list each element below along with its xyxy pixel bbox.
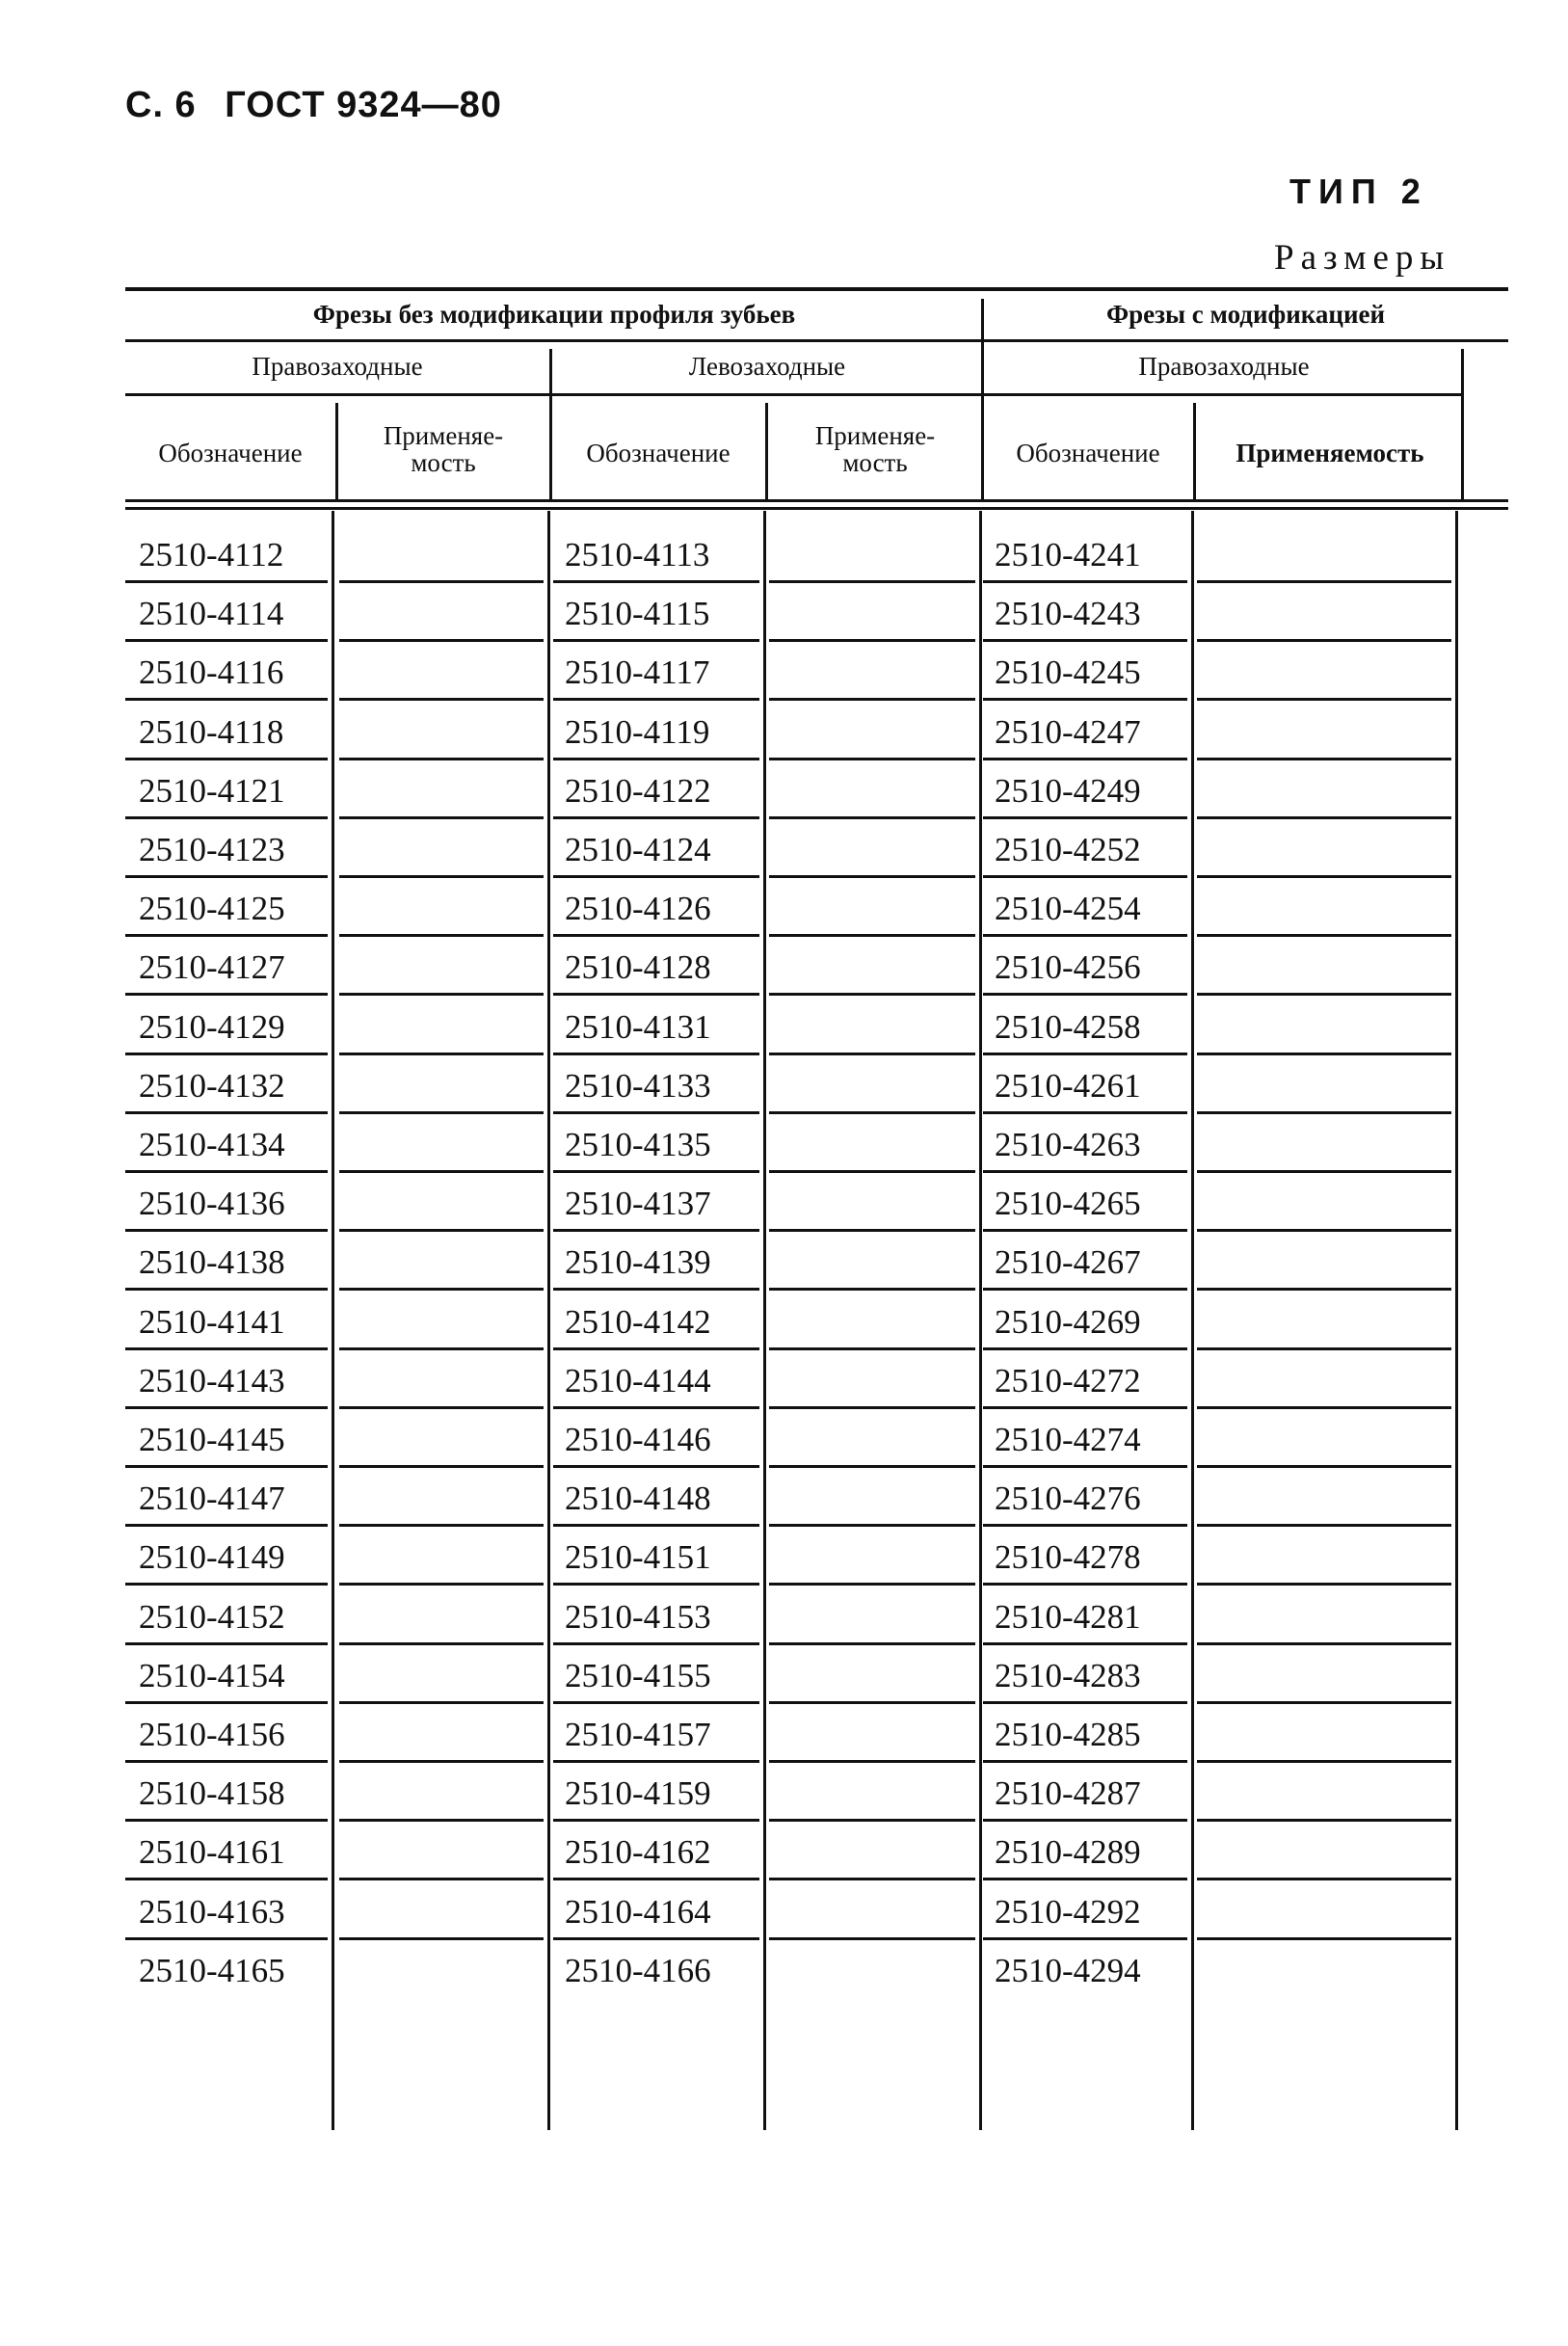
designation-cell: 2510-4265 (995, 1185, 1141, 1222)
row-rule (769, 1406, 975, 1409)
row-rule (983, 698, 1187, 701)
designation-cell: 2510-4143 (139, 1362, 285, 1400)
designation-cell: 2510-4139 (565, 1243, 711, 1281)
vrule-body-3 (763, 511, 766, 2130)
row-rule (1197, 993, 1451, 996)
row-rule (553, 1229, 759, 1232)
row-rule (983, 1937, 1187, 1940)
designation-cell: 2510-4252 (995, 831, 1141, 868)
row-rule (339, 1701, 544, 1704)
row-rule (769, 1465, 975, 1468)
designation-cell: 2510-4243 (995, 595, 1141, 632)
designation-cell: 2510-4145 (139, 1421, 285, 1458)
designation-cell: 2510-4121 (139, 772, 285, 810)
type-label: ТИП 2 (1289, 172, 1428, 211)
row-rule (339, 1937, 544, 1940)
row-rule (125, 875, 328, 878)
row-rule (1197, 1583, 1451, 1586)
designation-cell: 2510-4165 (139, 1952, 285, 1989)
row-rule (769, 934, 975, 937)
designation-cell: 2510-4164 (565, 1893, 711, 1931)
row-rule (983, 1524, 1187, 1527)
row-rule (125, 1642, 328, 1645)
row-rule (983, 875, 1187, 878)
designation-cell: 2510-4154 (139, 1657, 285, 1694)
designation-cell: 2510-4123 (139, 831, 285, 868)
row-rule (339, 816, 544, 819)
designation-cell: 2510-4134 (139, 1126, 285, 1163)
row-rule (553, 1170, 759, 1173)
vrule-subgroup-divider (549, 349, 552, 501)
designation-cell: 2510-4289 (995, 1833, 1141, 1871)
row-rule (125, 1937, 328, 1940)
vrule-body-4 (979, 511, 982, 2130)
row-rule (339, 698, 544, 701)
designation-cell: 2510-4148 (565, 1480, 711, 1517)
designation-cell: 2510-4135 (565, 1126, 711, 1163)
row-rule (1197, 1878, 1451, 1880)
row-rule (983, 1819, 1187, 1822)
row-rule (553, 1937, 759, 1940)
designation-cell: 2510-4155 (565, 1657, 711, 1694)
row-rule (983, 1701, 1187, 1704)
subheader-left-hand: Левозаходные (688, 352, 846, 381)
row-rule (1197, 1642, 1451, 1645)
row-rule (125, 639, 328, 642)
row-rule (125, 1583, 328, 1586)
row-rule (125, 1878, 328, 1880)
row-rule (125, 816, 328, 819)
col-header-designation-3: Обозначение (1016, 439, 1160, 467)
designation-cell: 2510-4159 (565, 1774, 711, 1812)
designation-cell: 2510-4131 (565, 1008, 711, 1046)
vrule-col1-header (335, 403, 338, 501)
row-rule (553, 1465, 759, 1468)
row-rule (1197, 1465, 1451, 1468)
designation-cell: 2510-4146 (565, 1421, 711, 1458)
designation-cell: 2510-4147 (139, 1480, 285, 1517)
row-rule (553, 758, 759, 760)
row-rule (553, 1406, 759, 1409)
designation-cell: 2510-4156 (139, 1716, 285, 1753)
row-rule (553, 1111, 759, 1114)
row-rule (339, 1111, 544, 1114)
row-rule (339, 1878, 544, 1880)
row-rule (125, 1406, 328, 1409)
row-rule (769, 1347, 975, 1350)
row-rule (983, 1406, 1187, 1409)
row-rule (339, 1229, 544, 1232)
row-rule (769, 1642, 975, 1645)
row-rule (1197, 1937, 1451, 1940)
row-rule (769, 1524, 975, 1527)
row-rule (553, 993, 759, 996)
row-rule (553, 816, 759, 819)
designation-cell: 2510-4122 (565, 772, 711, 810)
row-rule (1197, 580, 1451, 583)
designation-cell: 2510-4149 (139, 1538, 285, 1576)
row-rule (339, 1406, 544, 1409)
vrule-body-2 (547, 511, 550, 2130)
row-rule (1197, 934, 1451, 937)
row-rule (125, 1760, 328, 1763)
row-rule (553, 1288, 759, 1291)
designation-cell: 2510-4144 (565, 1362, 711, 1400)
row-rule (983, 1760, 1187, 1763)
row-rule (983, 580, 1187, 583)
row-rule (983, 1583, 1187, 1586)
row-rule (339, 580, 544, 583)
row-rule (769, 1583, 975, 1586)
designation-cell: 2510-4256 (995, 948, 1141, 986)
row-rule (339, 1465, 544, 1468)
designation-cell: 2510-4127 (139, 948, 285, 986)
row-rule (769, 1229, 975, 1232)
vrule-right-edge-header (1461, 349, 1464, 501)
row-rule (983, 1288, 1187, 1291)
designation-cell: 2510-4263 (995, 1126, 1141, 1163)
row-rule (983, 1170, 1187, 1173)
row-rule (983, 1053, 1187, 1055)
designation-cell: 2510-4247 (995, 713, 1141, 751)
row-rule (125, 1701, 328, 1704)
designation-cell: 2510-4254 (995, 890, 1141, 927)
row-rule (1197, 1288, 1451, 1291)
row-rule (1197, 1819, 1451, 1822)
standard-code: ГОСТ 9324—80 (225, 85, 502, 125)
row-rule (769, 816, 975, 819)
row-rule (339, 1288, 544, 1291)
row-rule (983, 639, 1187, 642)
row-rule (983, 993, 1187, 996)
designation-cell: 2510-4163 (139, 1893, 285, 1931)
row-rule (983, 758, 1187, 760)
row-rule (769, 1701, 975, 1704)
row-rule (125, 993, 328, 996)
designation-cell: 2510-4158 (139, 1774, 285, 1812)
row-rule (553, 1053, 759, 1055)
designation-cell: 2510-4124 (565, 831, 711, 868)
designation-cell: 2510-4132 (139, 1067, 285, 1105)
designation-cell: 2510-4269 (995, 1303, 1141, 1341)
row-rule (125, 1229, 328, 1232)
designation-cell: 2510-4267 (995, 1243, 1141, 1281)
header-group-rule (125, 339, 1508, 342)
header-bottom-rule (125, 499, 1508, 502)
row-rule (769, 580, 975, 583)
designation-cell: 2510-4285 (995, 1716, 1141, 1753)
row-rule (1197, 1760, 1451, 1763)
designation-cell: 2510-4166 (565, 1952, 711, 1989)
designation-cell: 2510-4245 (995, 653, 1141, 691)
row-rule (1197, 816, 1451, 819)
col-header-designation-2: Обозначение (586, 439, 731, 467)
row-rule (769, 1819, 975, 1822)
designation-cell: 2510-4152 (139, 1598, 285, 1636)
row-rule (769, 1053, 975, 1055)
row-rule (125, 580, 328, 583)
row-rule (125, 1465, 328, 1468)
designation-cell: 2510-4141 (139, 1303, 285, 1341)
row-rule (1197, 1229, 1451, 1232)
designation-cell: 2510-4115 (565, 595, 710, 632)
row-rule (769, 639, 975, 642)
row-rule (769, 1170, 975, 1173)
row-rule (983, 1642, 1187, 1645)
subheader-right-hand-modified: Правозаходные (1138, 352, 1310, 381)
designation-cell: 2510-4294 (995, 1952, 1141, 1989)
row-rule (983, 1878, 1187, 1880)
designation-cell: 2510-4126 (565, 890, 711, 927)
row-rule (1197, 1701, 1451, 1704)
vrule-group-divider (981, 299, 984, 501)
row-rule (125, 1053, 328, 1055)
designation-cell: 2510-4129 (139, 1008, 285, 1046)
designation-cell: 2510-4136 (139, 1185, 285, 1222)
row-rule (553, 1878, 759, 1880)
designation-cell: 2510-4137 (565, 1185, 711, 1222)
designation-cell: 2510-4128 (565, 948, 711, 986)
row-rule (1197, 1053, 1451, 1055)
row-rule (553, 1583, 759, 1586)
designation-cell: 2510-4117 (565, 653, 710, 691)
row-rule (339, 639, 544, 642)
designation-cell: 2510-4261 (995, 1067, 1141, 1105)
row-rule (983, 1465, 1187, 1468)
designation-cell: 2510-4125 (139, 890, 285, 927)
row-rule (125, 1347, 328, 1350)
row-rule (339, 1053, 544, 1055)
designation-cell: 2510-4153 (565, 1598, 711, 1636)
row-rule (769, 1878, 975, 1880)
row-rule (1197, 1524, 1451, 1527)
row-rule (339, 758, 544, 760)
row-rule (553, 1524, 759, 1527)
row-rule (553, 580, 759, 583)
row-rule (553, 875, 759, 878)
row-rule (1197, 698, 1451, 701)
row-rule (769, 698, 975, 701)
row-rule (983, 934, 1187, 937)
row-rule (553, 698, 759, 701)
row-rule (769, 1760, 975, 1763)
row-rule (125, 758, 328, 760)
designation-cell: 2510-4142 (565, 1303, 711, 1341)
row-rule (769, 1288, 975, 1291)
vrule-body-1 (332, 511, 334, 2130)
col-header-designation-1: Обозначение (158, 439, 303, 467)
row-rule (125, 934, 328, 937)
designation-cell: 2510-4157 (565, 1716, 711, 1753)
col-header-applicability-2: Применяе- мость (814, 421, 936, 477)
row-rule (553, 934, 759, 937)
designation-cell: 2510-4276 (995, 1480, 1141, 1517)
designation-cell: 2510-4119 (565, 713, 710, 751)
designation-cell: 2510-4112 (139, 536, 284, 573)
row-rule (769, 1937, 975, 1940)
row-rule (1197, 1347, 1451, 1350)
designation-cell: 2510-4292 (995, 1893, 1141, 1931)
row-rule (125, 1111, 328, 1114)
designation-cell: 2510-4281 (995, 1598, 1141, 1636)
row-rule (125, 1170, 328, 1173)
row-rule (339, 934, 544, 937)
vrule-body-6 (1455, 511, 1458, 2130)
designation-cell: 2510-4162 (565, 1833, 711, 1871)
designation-cell: 2510-4133 (565, 1067, 711, 1105)
designation-cell: 2510-4274 (995, 1421, 1141, 1458)
row-rule (125, 1819, 328, 1822)
row-rule (339, 1170, 544, 1173)
row-rule (769, 1111, 975, 1114)
row-rule (983, 1347, 1187, 1350)
row-rule (553, 1760, 759, 1763)
row-rule (1197, 1170, 1451, 1173)
row-rule (553, 1347, 759, 1350)
row-rule (125, 1524, 328, 1527)
row-rule (339, 875, 544, 878)
row-rule (125, 1288, 328, 1291)
header-sub-rule (125, 393, 1463, 396)
page-number: С. 6 (125, 85, 197, 125)
row-rule (1197, 1111, 1451, 1114)
row-rule (339, 1642, 544, 1645)
row-rule (339, 993, 544, 996)
row-rule (125, 698, 328, 701)
col-header-applicability-3: Применяемость (1236, 439, 1424, 467)
designation-cell: 2510-4272 (995, 1362, 1141, 1400)
group-header-modified: Фрезы с модификацией (1105, 300, 1386, 329)
row-rule (553, 1819, 759, 1822)
designation-cell: 2510-4278 (995, 1538, 1141, 1576)
row-rule (553, 1642, 759, 1645)
designation-cell: 2510-4283 (995, 1657, 1141, 1694)
row-rule (339, 1760, 544, 1763)
subheader-right-hand: Правозаходные (252, 352, 423, 381)
row-rule (769, 875, 975, 878)
row-rule (983, 1229, 1187, 1232)
designation-cell: 2510-4118 (139, 713, 284, 751)
col-header-applicability-1: Применяе- мость (383, 421, 504, 477)
row-rule (339, 1819, 544, 1822)
designation-cell: 2510-4116 (139, 653, 284, 691)
row-rule (1197, 1406, 1451, 1409)
dimensions-label: Размеры (1274, 238, 1451, 278)
designation-cell: 2510-4151 (565, 1538, 711, 1576)
row-rule (769, 758, 975, 760)
designation-cell: 2510-4249 (995, 772, 1141, 810)
designation-cell: 2510-4287 (995, 1774, 1141, 1812)
header-bottom-rule-2 (125, 507, 1508, 510)
vrule-col3-header (765, 403, 768, 501)
row-rule (983, 1111, 1187, 1114)
designation-cell: 2510-4258 (995, 1008, 1141, 1046)
designation-cell: 2510-4241 (995, 536, 1141, 573)
row-rule (769, 993, 975, 996)
group-header-unmodified: Фрезы без модификации профиля зубьев (312, 300, 796, 329)
row-rule (553, 639, 759, 642)
row-rule (983, 816, 1187, 819)
row-rule (1197, 875, 1451, 878)
row-rule (339, 1347, 544, 1350)
vrule-body-5 (1191, 511, 1194, 2130)
vrule-col5-header (1193, 403, 1196, 501)
page-header (125, 85, 519, 126)
row-rule (339, 1524, 544, 1527)
row-rule (1197, 758, 1451, 760)
designation-cell: 2510-4113 (565, 536, 710, 573)
row-rule (1197, 639, 1451, 642)
row-rule (339, 1583, 544, 1586)
table-top-rule (125, 287, 1508, 291)
row-rule (553, 1701, 759, 1704)
designation-cell: 2510-4161 (139, 1833, 285, 1871)
designation-cell: 2510-4138 (139, 1243, 285, 1281)
designation-cell: 2510-4114 (139, 595, 284, 632)
